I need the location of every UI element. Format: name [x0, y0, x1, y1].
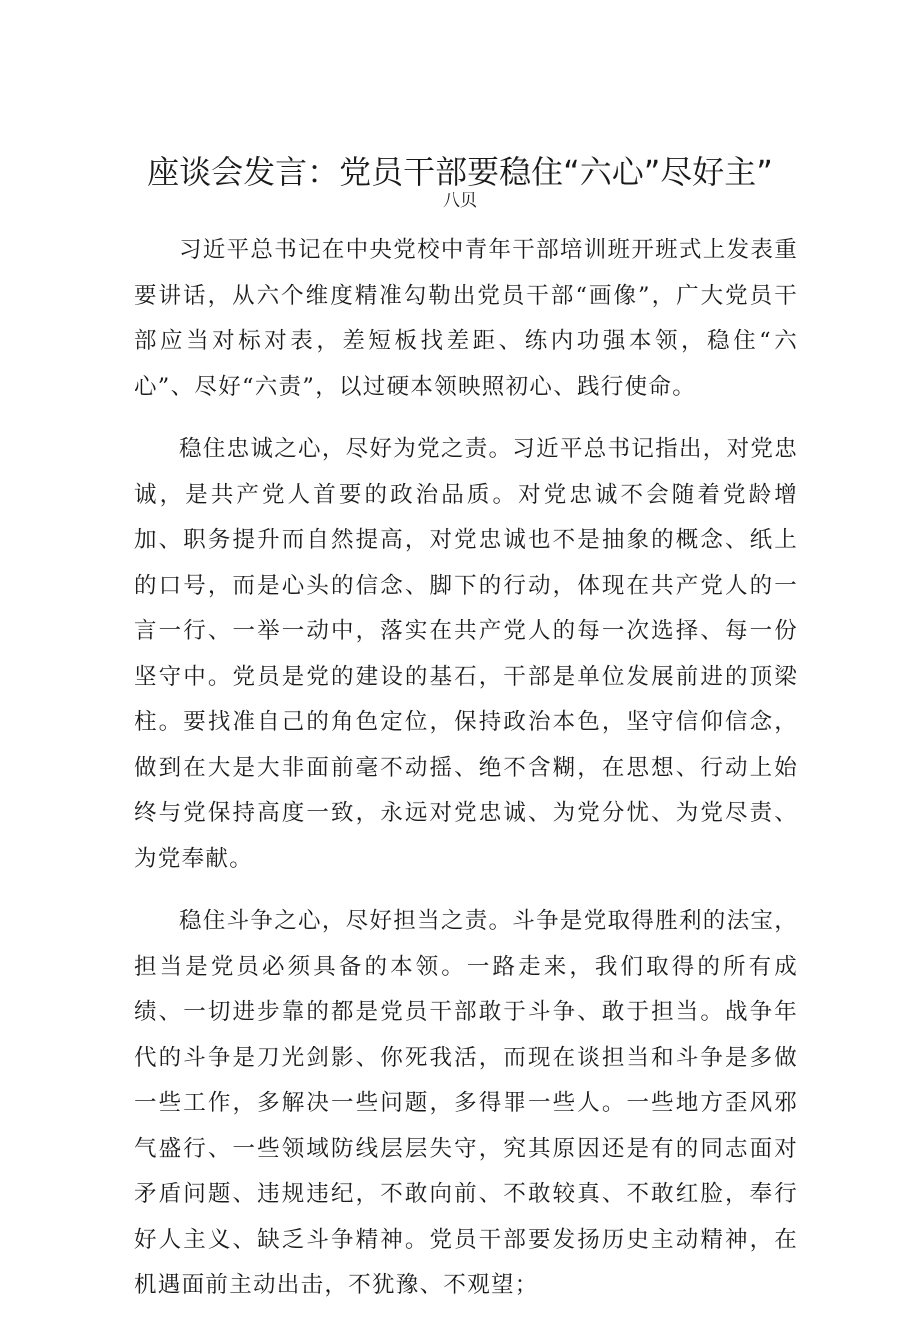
paragraph-struggle: 稳住斗争之心，尽好担当之责。斗争是党取得胜利的法宝，担当是党员必须具备的本领。一路走来，我们取得的所有成绩、一切进步靠的都是党员干部敢于斗争、敢于担当。战争年代的斗争是刀光剑影、你死我活，而现在谈担当和斗争是多做一些工作，多解决一些问题，多得罪一些人。一些地方歪风邪气盛行、一些领域防线层层失守，究其原因还是有的同志面对矛盾问题、违规违纪，不敢向前、不敢较真、不敢红脸，奉行好人主义、缺乏斗争精神。党员干部要发扬历史主动精神，在机遇面前主动出击，不犹豫、不观望； — [134, 908, 798, 1298]
paragraph-intro: 习近平总书记在中央党校中青年干部培训班开班式上发表重要讲话，从六个维度精准勾勒出党员干部“画像”，广大党员干部应当对标对表，差短板找差距、练内功强本领，稳住“六心”、尽好“六责”，以过硬本领映照初心、践行使命。 — [134, 237, 798, 400]
document-title: 座谈会发言：党员干部要稳住“六心”尽好主” — [147, 153, 773, 191]
paragraph-loyalty: 稳住忠诚之心，尽好为党之责。习近平总书记指出，对党忠诚，是共产党人首要的政治品质。对党忠诚不会随着党龄增加、职务提升而自然提高，对党忠诚也不是抽象的概念、纸上的口号，而是心头的信念、脚下的行动，体现在共产党人的一言一行、一举一动中，落实在共产党人的每一次选择、每一份坚守中。党员是党的建设的基石，干部是单位发展前进的顶梁柱。要找准自己的角色定位，保持政治本色，坚守信仰信念，做到在大是大非面前毫不动摇、绝不含糊，在思想、行动上始终与党保持高度一致，永远对党忠诚、为党分忧、为党尽责、为党奉献。 — [134, 436, 798, 872]
document-body — [134, 228, 798, 1326]
document-subtitle: 八贝 — [443, 191, 477, 211]
